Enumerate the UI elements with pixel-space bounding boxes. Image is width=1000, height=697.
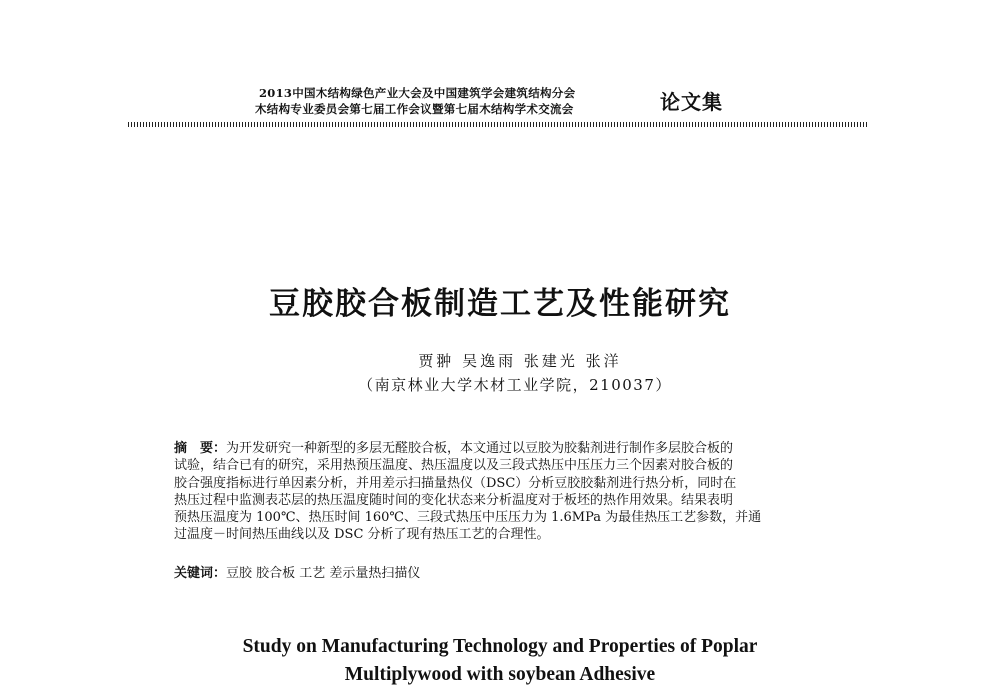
paper-authors: 贾翀 吴逸雨 张建光 张洋 <box>418 352 622 370</box>
paper-affiliation: （南京林业大学木材工业学院，210037） <box>358 376 672 394</box>
abstract-line-4: 热压过程中监测表芯层的热压温度随时间的变化状态来分析温度对于板坯的热作用效果。结果表明 <box>174 492 734 508</box>
conference-line-2: 木结构专业委员会第七届工作会议暨第七届木结构学术交流会 <box>255 102 574 116</box>
abstract-line-2: 试验，结合已有的研究，采用热预压温度、热压温度以及三段式热压中压压力三个因素对胶合板的 <box>174 458 734 474</box>
keywords <box>174 565 829 582</box>
proceedings-label: 论文集 <box>660 90 723 114</box>
abstract-label: 摘 要： <box>174 441 227 456</box>
abstract-line-3: 胶合强度指标进行单因素分析，并用差示扫描量热仪（DSC）分析豆胶胶黏剂进行热分析，同时在 <box>174 475 737 491</box>
header-divider <box>128 122 868 127</box>
paper-title-cn: 豆胶胶合板制造工艺及性能研究 <box>269 286 731 322</box>
abstract <box>174 440 829 544</box>
abstract-line-1: 摘 要：为开发研究一种新型的多层无醛胶合板，本文通过以豆胶为胶黏剂进行制作多层胶合板的 <box>174 441 734 456</box>
paper-title-en <box>0 633 1000 689</box>
paper-title-en-line-2: Multiplywood with soybean Adhesive <box>344 664 656 685</box>
conference-line-1: 2013中国木结构绿色产业大会及中国建筑学会建筑结构分会 <box>259 86 576 100</box>
conference-header <box>255 85 645 117</box>
abstract-line-6: 过温度－时间热压曲线以及 DSC 分析了现有热压工艺的合理性。 <box>174 527 550 543</box>
paper-title-en-line-1: Study on Manufacturing Technology and Properties of Poplar <box>242 636 758 657</box>
abstract-line-5: 预热压温度为 100℃、热压时间 160℃、三段式热压中压压力为 1.6MPa 为最佳热压工艺参数，并通 <box>174 510 762 526</box>
keywords-label: 关键词： <box>174 566 227 581</box>
keywords-text: 豆胶 胶合板 工艺 差示量热扫描仪 <box>226 566 421 581</box>
